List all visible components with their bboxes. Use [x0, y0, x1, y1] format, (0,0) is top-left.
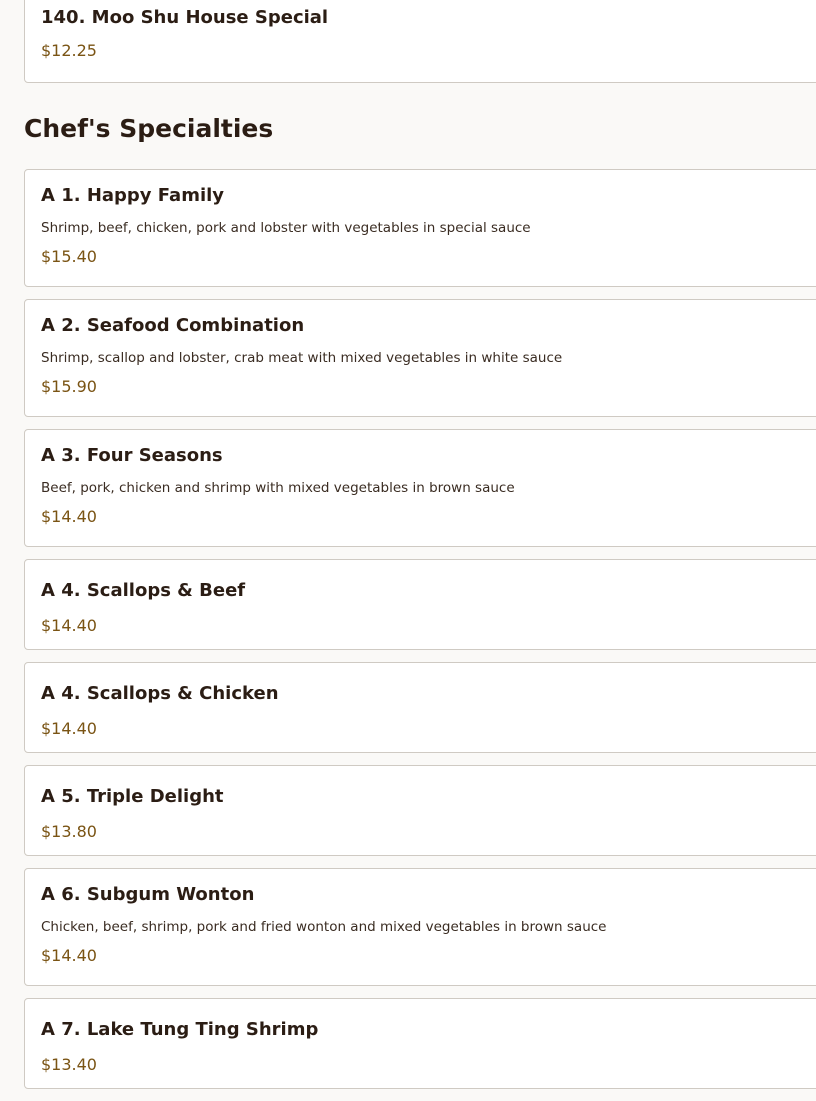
menu-item-price: $14.40	[41, 946, 97, 965]
menu-item-name: A 2. Seafood Combination	[41, 315, 305, 336]
menu-item-price: $13.80	[41, 822, 97, 841]
menu-item-name: A 3. Four Seasons	[41, 445, 223, 466]
menu-item-price: $14.40	[41, 719, 97, 738]
section-title: Chef's Specialties	[24, 114, 274, 143]
menu-item-name: A 1. Happy Family	[41, 185, 225, 206]
menu-item-price: $13.40	[41, 1055, 97, 1074]
menu-item-card[interactable]	[24, 429, 816, 547]
menu-item-card[interactable]	[24, 559, 816, 650]
menu-item-name: A 4. Scallops & Chicken	[41, 683, 279, 704]
menu-item-name: A 7. Lake Tung Ting Shrimp	[41, 1019, 319, 1040]
menu-item-description: Chicken, beef, shrimp, pork and fried wonton and mixed vegetables in brown sauce	[41, 919, 607, 935]
menu-item-price: $14.40	[41, 507, 97, 526]
menu-item-card[interactable]	[24, 998, 816, 1089]
menu-item-card[interactable]	[24, 169, 816, 287]
menu-item-card[interactable]	[24, 868, 816, 986]
menu-item-name: A 6. Subgum Wonton	[41, 884, 255, 905]
menu-item-card[interactable]	[24, 0, 816, 83]
menu-item-list	[24, 169, 816, 1089]
menu-page	[24, 0, 816, 1101]
menu-item-name: A 5. Triple Delight	[41, 786, 224, 807]
menu-item-description: Shrimp, scallop and lobster, crab meat with mixed vegetables in white sauce	[41, 350, 563, 366]
menu-item-price: $15.40	[41, 247, 97, 266]
menu-item-price: $12.25	[41, 41, 97, 60]
menu-item-name: 140. Moo Shu House Special	[41, 7, 329, 28]
menu-item-card[interactable]	[24, 765, 816, 856]
menu-item-card[interactable]	[24, 662, 816, 753]
section-header	[24, 83, 816, 169]
menu-item-description: Shrimp, beef, chicken, pork and lobster with vegetables in special sauce	[41, 220, 531, 236]
menu-item-price: $14.40	[41, 616, 97, 635]
menu-item-card[interactable]	[24, 299, 816, 417]
menu-item-price: $15.90	[41, 377, 97, 396]
menu-item-description: Beef, pork, chicken and shrimp with mixed vegetables in brown sauce	[41, 480, 515, 496]
menu-item-name: A 4. Scallops & Beef	[41, 580, 246, 601]
